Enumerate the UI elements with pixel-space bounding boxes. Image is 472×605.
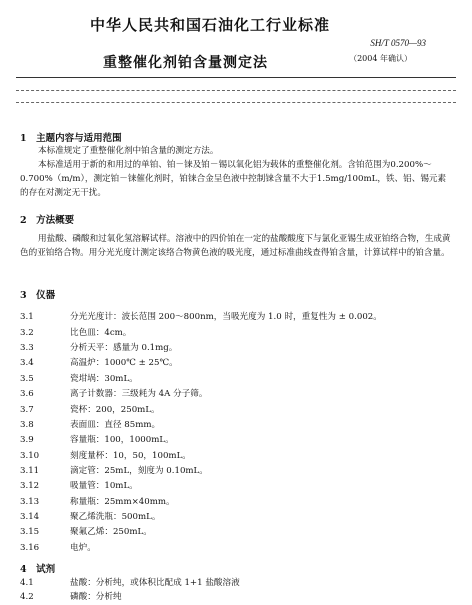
item-text: 盐酸：分析纯，或体积比配成 1+1 盐酸溶液 (70, 578, 240, 588)
item-number: 3.11 (20, 466, 40, 476)
item-number: 3.2 (20, 328, 34, 338)
standard-code: SH/T 0570—93 (370, 38, 426, 48)
section-heading: 3 仪器 (20, 290, 56, 301)
item-text: 滴定管：25mL，刻度为 0.10mL。 (70, 466, 208, 476)
list-item (20, 356, 178, 368)
list-item (20, 541, 96, 553)
paragraph: 本标准规定了重整催化剂中铂含量的测定方法。 (38, 146, 219, 156)
list-item (20, 326, 131, 338)
list-item (20, 449, 191, 461)
item-number: 3.3 (20, 343, 34, 353)
paragraph: 本标准适用于新的和用过的单铂、铂－铼及铂－锡以氧化铝为载体的重整催化剂。含铂范围为0.200%～0.700%（m/m），测定铂－铼催化剂时，铂铼合金呈色液中控制铼含量不大于1.5mg/100mL，铁、铝、锡元素的存在对测定无干扰。 (20, 160, 447, 198)
item-number: 3.16 (20, 543, 40, 553)
document-title: 重整催化剂铂含量测定法 (103, 55, 268, 71)
header-rule (16, 77, 456, 78)
divider-line (16, 102, 456, 103)
item-text: 比色皿：4cm。 (70, 328, 132, 338)
list-item (20, 525, 152, 537)
list-item (20, 479, 138, 491)
item-number: 3.12 (20, 481, 40, 491)
item-number: 4.2 (20, 592, 34, 602)
paragraph: 用盐酸、磷酸和过氧化氢溶解试样。溶液中的四价铂在一定的盐酸酸度下与氯化亚锡生成亚铂络合物，生成黄色的亚铂络合物。用分光光度计测定该络合物黄色液的吸光度，通过标准曲线查得铂含量，计算试样中的铂含量。 (20, 234, 451, 258)
section-heading: 2 方法概要 (20, 215, 75, 226)
list-item (20, 418, 160, 430)
section-heading: 4 试剂 (20, 564, 56, 575)
item-text: 吸量管：10mL。 (70, 481, 138, 491)
item-number: 3.4 (20, 358, 34, 368)
list-item (20, 464, 208, 476)
list-item (20, 433, 174, 445)
item-text: 表面皿：直径 85mm。 (70, 420, 161, 430)
item-text: 容量瓶：100，1000mL。 (70, 435, 174, 445)
standard-header-title: 中华人民共和国石油化工行业标准 (90, 16, 331, 34)
item-text: 聚乙烯洗瓶：500mL。 (70, 512, 161, 522)
item-number: 3.1 (20, 312, 34, 322)
item-number: 3.5 (20, 374, 34, 384)
confirmation-year: （2004 年确认） (349, 54, 412, 63)
item-number: 3.6 (20, 389, 34, 399)
list-item (20, 495, 175, 507)
item-text: 聚氟乙烯：250mL。 (70, 527, 152, 537)
item-number: 3.15 (20, 527, 40, 537)
item-text: 分光光度计：波长范围 200～800nm，当吸光度为 1.0 时，重复性为 ± 0.002。 (70, 312, 382, 322)
list-item (20, 510, 160, 522)
divider-line (16, 90, 456, 91)
list-item (20, 341, 177, 353)
list-item (20, 403, 160, 415)
item-text: 瓷杯：200，250mL。 (70, 405, 160, 415)
list-item (20, 590, 122, 602)
item-text: 磷酸：分析纯 (70, 592, 122, 602)
item-text: 瓷坩埚：30mL。 (70, 374, 138, 384)
item-text: 电炉。 (70, 543, 96, 553)
item-text: 称量瓶：25mm×40mm。 (70, 497, 175, 507)
list-item (20, 310, 382, 322)
item-number: 3.8 (20, 420, 34, 430)
item-number: 3.7 (20, 405, 34, 415)
item-text: 离子计数器：三级耗为 4A 分子筛。 (70, 389, 208, 399)
list-item (20, 576, 240, 588)
item-number: 3.10 (20, 451, 40, 461)
item-number: 4.1 (20, 578, 34, 588)
item-text: 刻度量杯：10，50，100mL。 (70, 451, 191, 461)
item-number: 3.14 (20, 512, 40, 522)
section-heading: 1 主题内容与适用范围 (20, 133, 122, 144)
item-number: 3.9 (20, 435, 34, 445)
item-number: 3.13 (20, 497, 40, 507)
item-text: 分析天平：感量为 0.1mg。 (70, 343, 178, 353)
list-item (20, 387, 207, 399)
item-text: 高温炉：1000℃ ± 25℃。 (70, 358, 178, 368)
list-item (20, 372, 138, 384)
